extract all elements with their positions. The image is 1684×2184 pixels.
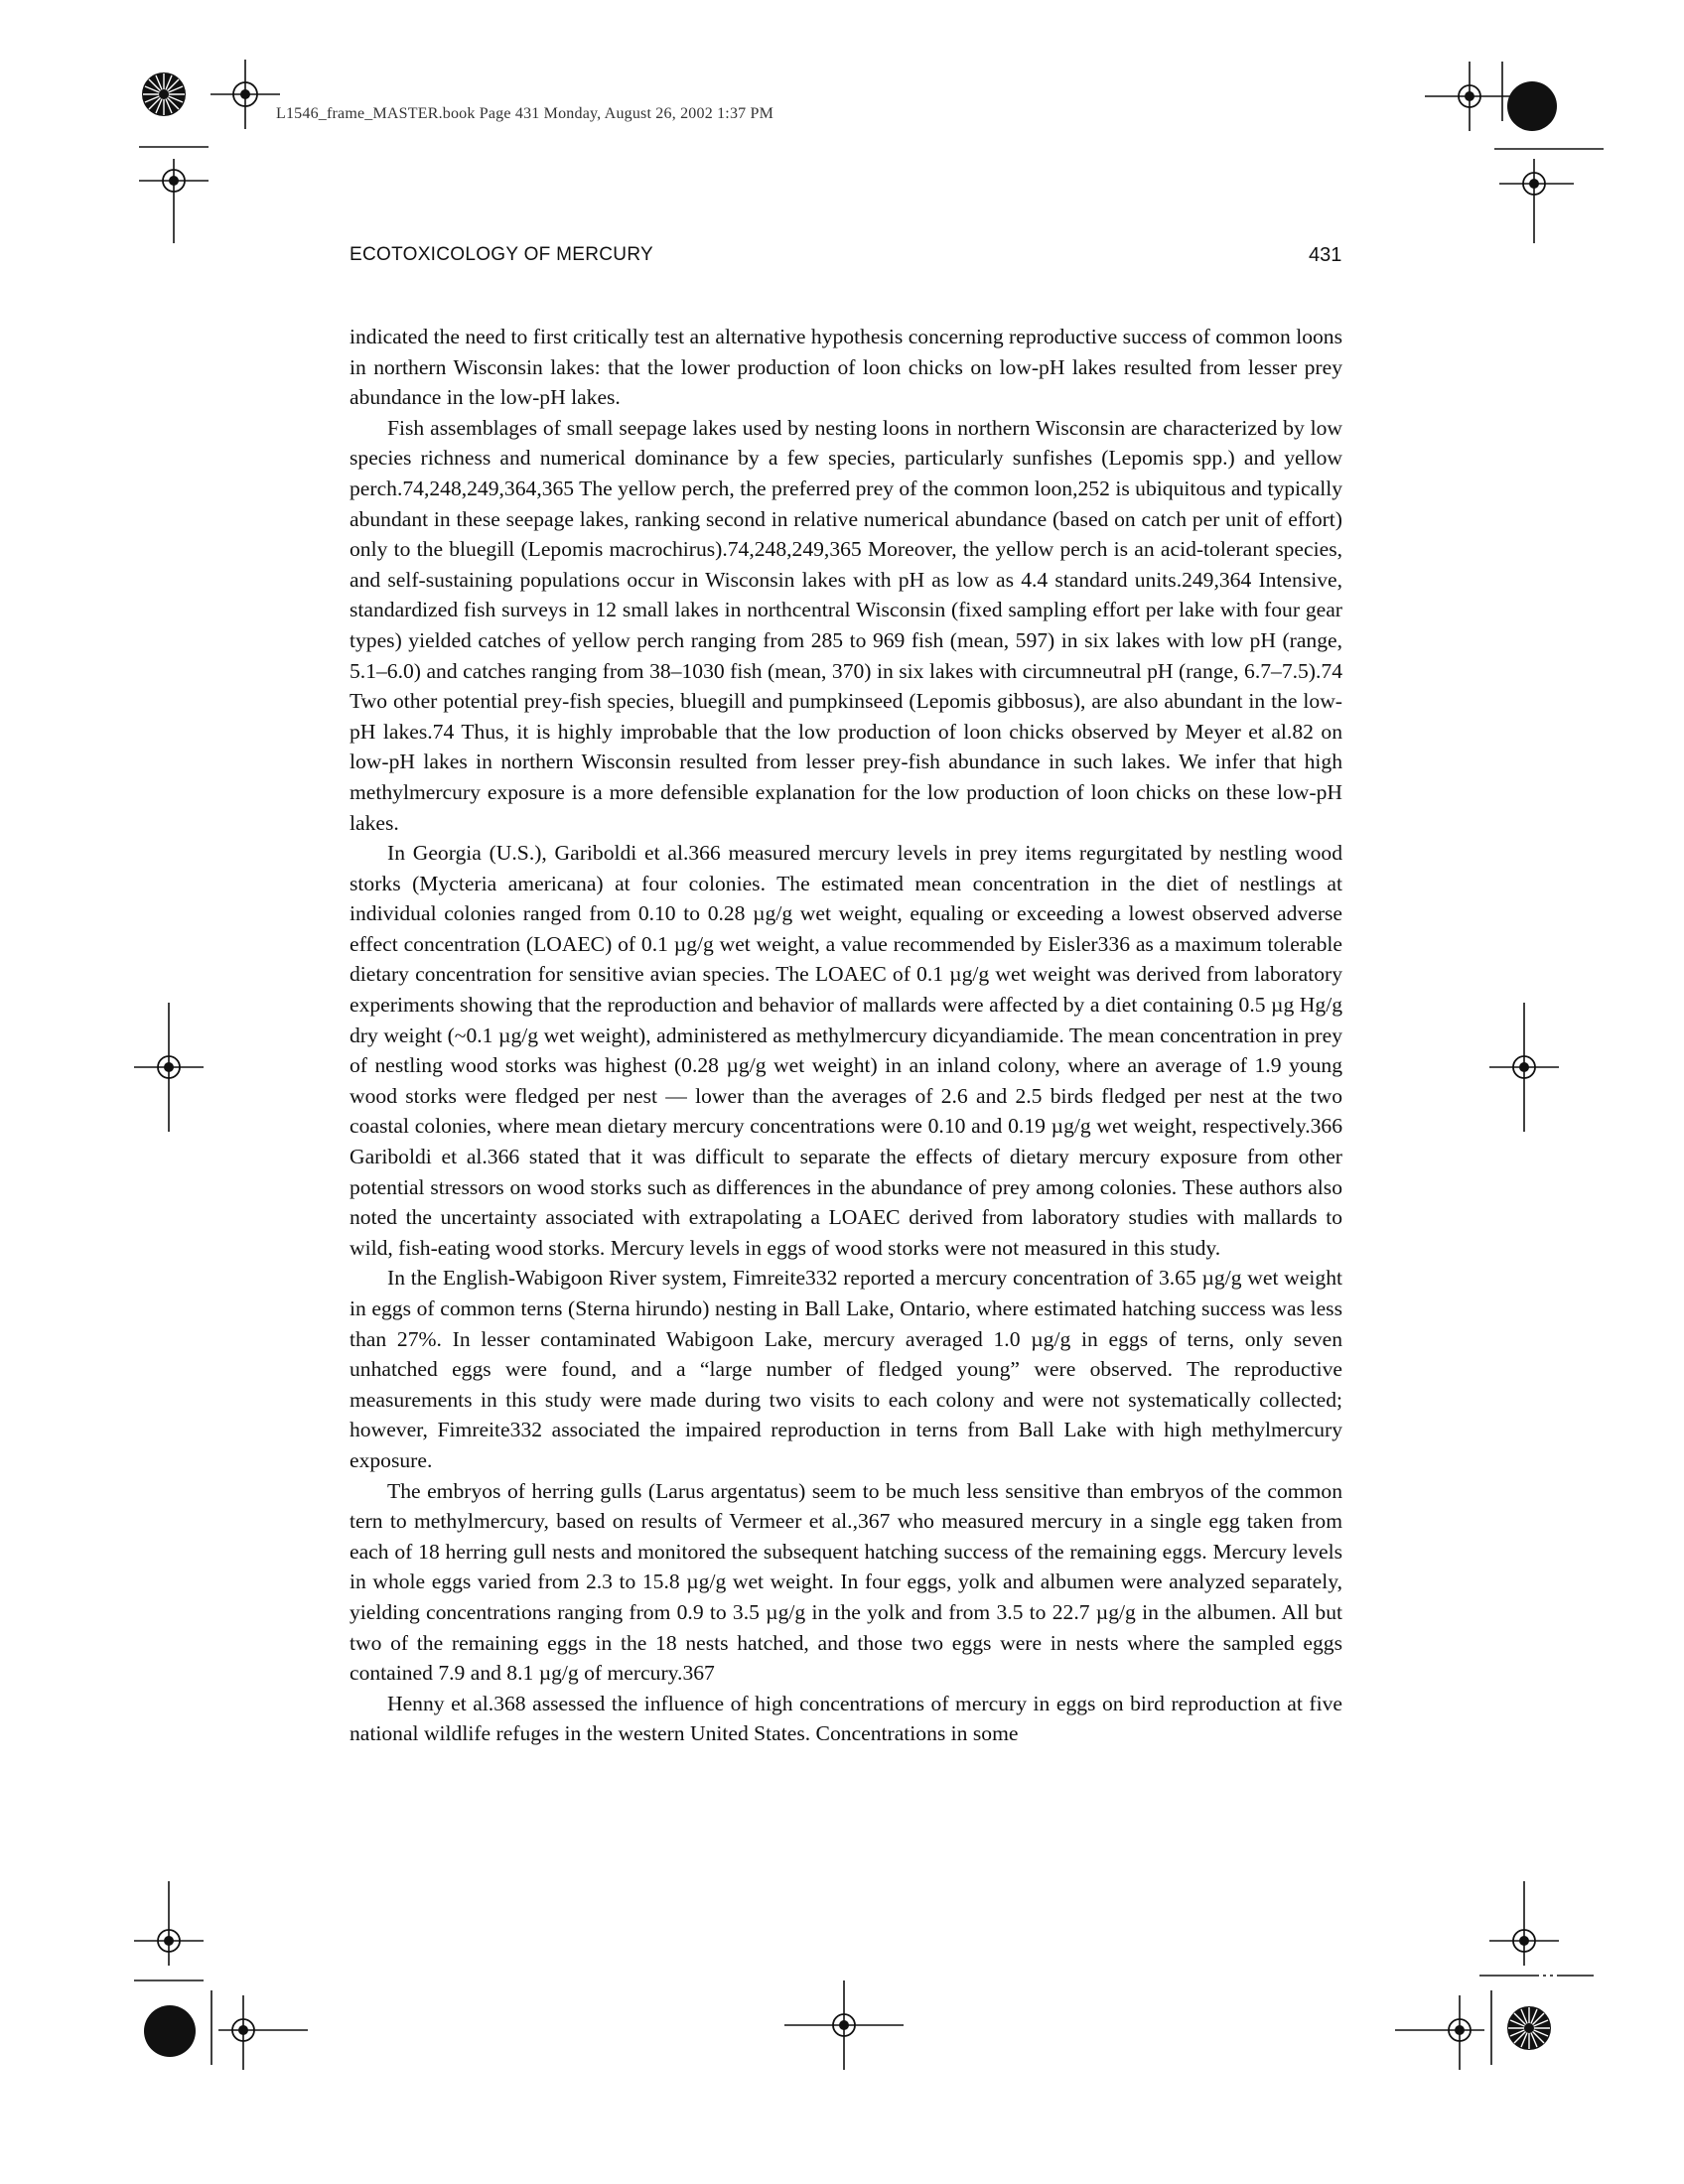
registration-target-icon — [139, 69, 189, 119]
running-head: ECOTOXICOLOGY OF MERCURY — [350, 244, 653, 265]
print-slug: L1546_frame_MASTER.book Page 431 Monday, August 26, 2002 1:37 PM — [276, 105, 774, 122]
crosshair-icon — [204, 1990, 313, 2070]
paragraph: The embryos of herring gulls (Larus argentatus) seem to be much less sensitive than embryos of the common tern to methylmercury, based on results of Vermeer et al.,367 who measured mercury in a single egg taken from each of 18 herring gull nests and monitored the subsequent hatching success of the remaining eggs. Mercury levels in whole eggs varied from 2.3 to 15.8 µg/g wet weight. In four eggs, yolk and albumen were analyzed separately, yielding concentrations ranging from 0.9 to 3.5 µg/g in the yolk and from 3.5 to 22.7 µg/g in the albumen. All but two of the remaining eggs in the 18 nests hatched, and those two eggs were in nests where the sampled eggs contained 7.9 and 8.1 µg/g of mercury.367 — [350, 1478, 1342, 1686]
body-text — [350, 322, 1342, 1749]
crosshair-icon — [1494, 139, 1604, 248]
registration-target-icon — [1504, 2003, 1554, 2053]
crosshair-icon — [1489, 1003, 1559, 1132]
registration-dot-icon — [144, 2005, 196, 2057]
crosshair-icon — [210, 60, 280, 129]
paragraph: Fish assemblages of small seepage lakes used by nesting loons in northern Wisconsin are characterized by low species richness and numerical dominance by a few species, particularly sunfishes (Lepomis spp.) and yellow perch.74,248,249,364,365 The yellow perch, the preferred prey of the common loon,252 is ubiquitous and typically abundant in these seepage lakes, ranking second in relative numerical abundance (based on catch per unit of effort) only to the bluegill (Lepomis macrochirus).74,248,249,365 Moreover, the yellow perch is an acid-tolerant species, and self-sustaining populations occur in Wisconsin lakes with pH as low as 4.4 standard units.249,364 Intensive, standardized fish surveys in 12 small lakes in northcentral Wisconsin (fixed sampling effort per lake with four gear types) yielded catches of yellow perch ranging from 285 to 969 fish (mean, 597) in six lakes with low pH (range, 5.1–6.0) and catches ranging from 38–1030 fish (mean, 370) in six lakes with circumneutral pH (range, 6.7–7.5).74 Two other potential prey-fish species, bluegill and pumpkinseed (Lepomis gibbosus), are also abundant in the low-pH lakes.74 Thus, it is highly improbable that the low production of loon chicks observed by Meyer et al.82 on low-pH lakes in northern Wisconsin resulted from lesser prey-fish abundance in such lakes. We infer that high methylmercury exposure is a more defensible explanation for the low production of loon chicks on these low-pH lakes. — [350, 415, 1342, 835]
crosshair-icon — [784, 1980, 904, 2070]
paragraph: indicated the need to first critically test an alternative hypothesis concerning reproductive success of common loons in northern Wisconsin lakes: that the lower production of loon chicks on low-pH lakes resulted from lesser prey abundance in the low-pH lakes. — [350, 325, 1342, 410]
page-number: 431 — [1309, 244, 1342, 266]
crosshair-icon — [134, 1881, 204, 2000]
crosshair-icon — [1425, 62, 1514, 131]
paragraph: In Georgia (U.S.), Gariboldi et al.366 measured mercury levels in prey items regurgitated by nestling wood storks (Mycteria americana) at four colonies. The estimated mean concentration in the diet of nestlings at individual colonies ranged from 0.10 to 0.28 µg/g wet weight, equaling or exceeding a lowest observed adverse effect concentration (LOAEC) of 0.1 µg/g wet weight, a value recommended by Eisler336 as a maximum tolerable dietary concentration for sensitive avian species. The LOAEC of 0.1 µg/g wet weight was derived from laboratory experiments showing that the reproduction and behavior of mallards were affected by a diet containing 0.5 µg Hg/g dry weight (~0.1 µg/g wet weight), administered as methylmercury dicyandiamide. The mean concentration in prey of nestling wood storks was highest (0.28 µg/g wet weight) in an inland colony, where an average of 1.9 young wood storks were fledged per nest — lower than the averages of 2.6 and 2.5 birds fledged per nest at the two coastal colonies, where mean dietary mercury concentrations were 0.10 and 0.19 µg/g wet weight, respectively.366 Gariboldi et al.366 stated that it was difficult to separate the effects of dietary mercury exposure from other potential stressors on wood storks such as differences in the abundance of prey among colonies. These authors also noted the uncertainty associated with extrapolating a LOAEC derived from laboratory studies with mallards to wild, fish-eating wood storks. Mercury levels in eggs of wood storks were not measured in this study. — [350, 841, 1342, 1260]
crosshair-icon — [134, 1003, 204, 1132]
registration-dot-icon — [1507, 81, 1557, 131]
paragraph: In the English-Wabigoon River system, Fimreite332 reported a mercury concentration of 3.65 µg/g wet weight in eggs of common terns (Sterna hirundo) nesting in Ball Lake, Ontario, where estimated hatching success was less than 27%. In lesser contaminated Wabigoon Lake, mercury averaged 1.0 µg/g in eggs of terns, only seven unhatched eggs were found, and a “large number of fledged young” were observed. The reproductive measurements in this study were made during two visits to each colony and were not systematically collected; however, Fimreite332 associated the impaired reproduction in terns from Ball Lake with high methylmercury exposure. — [350, 1266, 1342, 1472]
paragraph: Henny et al.368 assessed the influence of high concentrations of mercury in eggs on bird reproduction at five national wildlife refuges in the western United States. Concentrations in some — [350, 1691, 1342, 1746]
crosshair-icon — [1479, 1881, 1599, 1990]
crosshair-icon — [1390, 1990, 1499, 2070]
crosshair-icon — [139, 139, 209, 248]
